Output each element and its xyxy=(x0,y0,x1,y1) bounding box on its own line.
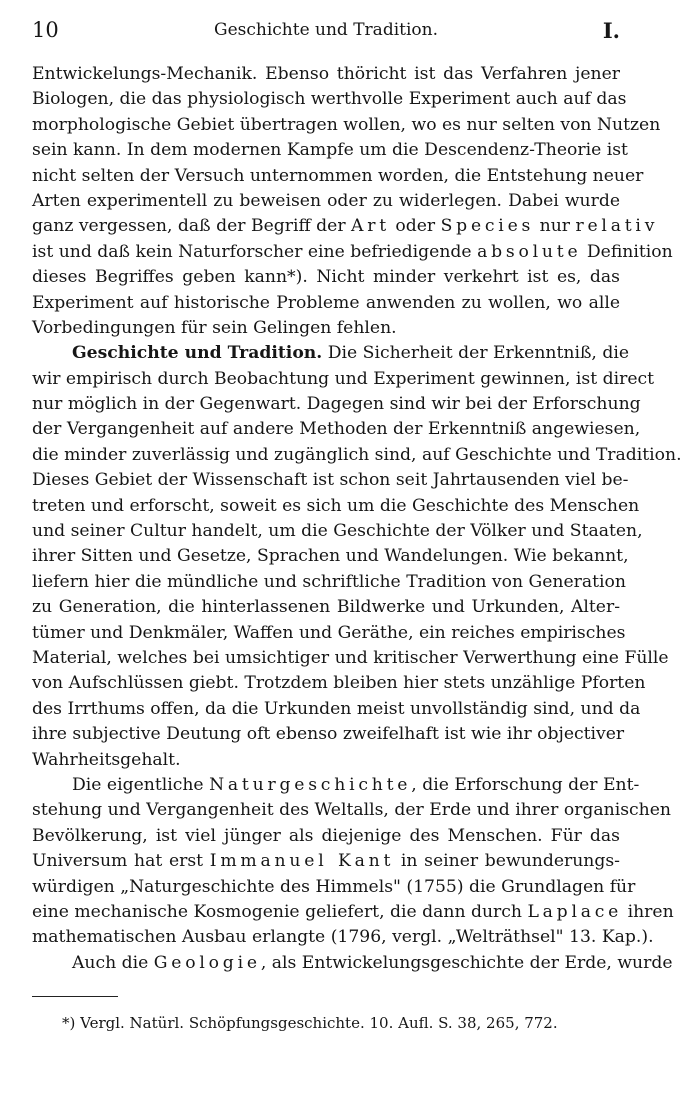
page-header xyxy=(32,18,620,48)
text-line: Arten experimentell zu beweisen oder zu widerlegen. Dabei wurde xyxy=(32,190,620,211)
emphasis-naturgeschichte: Naturgeschichte xyxy=(209,774,412,795)
text-line: treten und erforscht, soweit es sich um die Geschichte des Menschen xyxy=(32,495,640,516)
emphasis-kant: Immanuel Kant xyxy=(209,851,395,872)
text-fragment: ist und daß kein Naturforscher eine befriedigende xyxy=(32,241,472,262)
emphasis-absolute: absolute xyxy=(477,241,582,262)
emphasis-species: Species xyxy=(440,216,535,237)
text-fragment: ihren xyxy=(627,901,674,922)
emphasis-laplace: Laplace xyxy=(527,901,623,922)
text-line: nicht selten der Versuch unternommen worden, die Entstehung neuer xyxy=(32,165,644,186)
text-line: Dieses Gebiet der Wissenschaft ist schon seit Jahrtausenden viel be- xyxy=(32,470,629,491)
text-line: zu Generation, die hinterlassenen Bildwerke und Urkunden, Alter- xyxy=(32,597,620,618)
text-line: des Irrthums offen, da die Urkunden meist unvollständig sind, und da xyxy=(32,698,641,719)
chapter-number: I. xyxy=(602,18,620,43)
page-number: 10 xyxy=(32,18,59,42)
text-fragment: eine mechanische Kosmogenie geliefert, die dann durch xyxy=(32,901,522,922)
text-line: und seiner Cultur handelt, um die Geschichte der Völker und Staaten, xyxy=(32,521,643,542)
text-line: wir empirisch durch Beobachtung und Experiment gewinnen, ist direct xyxy=(32,368,655,389)
text-fragment: Universum hat erst xyxy=(32,851,204,872)
footnote-rule xyxy=(32,996,118,997)
text-line: Material, welches bei umsichtiger und kritischer Verwerthung eine Fülle xyxy=(32,647,669,668)
text-line: ihre subjective Deutung oft ebenso zweifelhaft ist wie ihr objectiver xyxy=(32,724,625,745)
text-line: nur möglich in der Gegenwart. Dagegen sind wir bei der Erforschung xyxy=(32,394,641,415)
text-line xyxy=(32,951,673,976)
text-fragment: Die eigentliche xyxy=(72,774,204,795)
text-fragment: ganz vergessen, daß der Begriff der xyxy=(32,216,346,237)
text-line: Experiment auf historische Probleme anwenden zu wollen, wo alle xyxy=(32,292,620,313)
text-fragment: oder xyxy=(395,216,436,237)
body-text xyxy=(32,62,682,976)
emphasis-art: Art xyxy=(351,216,390,237)
text-fragment: , als Entwickelungsgeschichte der Erde, wurde xyxy=(260,952,673,973)
paragraph-4 xyxy=(32,951,673,976)
text-line: mathematischen Ausbau erlangte (1796, vergl. „Welträthsel" 13. Kap.). xyxy=(32,927,654,948)
text-line: Entwickelungs-Mechanik. Ebenso thöricht ist das Verfahren jener xyxy=(32,64,620,84)
footnote: *) Vergl. Natürl. Schöpfungsgeschichte. 10. Aufl. S. 38, 265, 772. xyxy=(62,1014,558,1032)
paragraph-1 xyxy=(32,62,673,341)
text-line: Wahrheitsgehalt. xyxy=(32,749,181,770)
text-line: Biologen, die das physiologisch werthvolle Experiment auch auf das xyxy=(32,89,627,110)
text-line: dieses Begriffes geben kann*). Nicht minder verkehrt ist es, das xyxy=(32,267,620,288)
text-line: stehung und Vergangenheit des Weltalls, der Erde und ihrer organischen xyxy=(32,800,671,821)
paragraph-2 xyxy=(32,341,682,773)
text-line: ihrer Sitten und Gesetze, Sprachen und Wandelungen. Wie bekannt, xyxy=(32,546,629,567)
emphasis-geologie: Geologie xyxy=(153,952,261,973)
text-line xyxy=(32,214,659,239)
text-line: der Vergangenheit auf andere Methoden der Erkenntniß angewiesen, xyxy=(32,419,641,440)
text-fragment: Definition xyxy=(586,241,673,262)
text-fragment: Die Sicherheit der Erkenntniß, die xyxy=(327,343,630,364)
paragraph-3 xyxy=(32,773,674,951)
text-line xyxy=(32,240,673,265)
text-line xyxy=(32,849,620,874)
text-line: sein kann. In dem modernen Kampfe um die Descendenz-Theorie ist xyxy=(32,140,628,161)
text-line: die minder zuverlässig und zugänglich sind, auf Geschichte und Tradition. xyxy=(32,444,682,465)
text-fragment: in seiner bewunderungs- xyxy=(400,851,620,872)
text-line: Bevölkerung, ist viel jünger als diejenige des Menschen. Für das xyxy=(32,825,620,846)
text-line xyxy=(32,341,630,366)
text-line: morphologische Gebiet übertragen wollen, wo es nur selten von Nutzen xyxy=(32,114,661,135)
emphasis-relativ: relativ xyxy=(575,216,659,237)
section-heading: Geschichte und Tradition. xyxy=(72,343,323,364)
text-line: würdigen „Naturgeschichte des Himmels" (1755) die Grundlagen für xyxy=(32,876,636,897)
text-line: Vorbedingungen für sein Gelingen fehlen. xyxy=(32,317,397,338)
text-line: tümer und Denkmäler, Waffen und Geräthe, ein reiches empirisches xyxy=(32,622,626,643)
text-fragment: , die Erforschung der Ent- xyxy=(411,774,640,795)
text-line: von Aufschlüssen giebt. Trotzdem bleiben hier stets unzählige Pforten xyxy=(32,673,646,694)
text-fragment: Auch die xyxy=(72,952,149,973)
text-line xyxy=(32,773,640,798)
running-title: Geschichte und Tradition. xyxy=(214,20,438,40)
text-fragment: nur xyxy=(539,216,570,237)
text-line xyxy=(32,900,674,925)
text-line: liefern hier die mündliche und schriftliche Tradition von Generation xyxy=(32,571,626,592)
